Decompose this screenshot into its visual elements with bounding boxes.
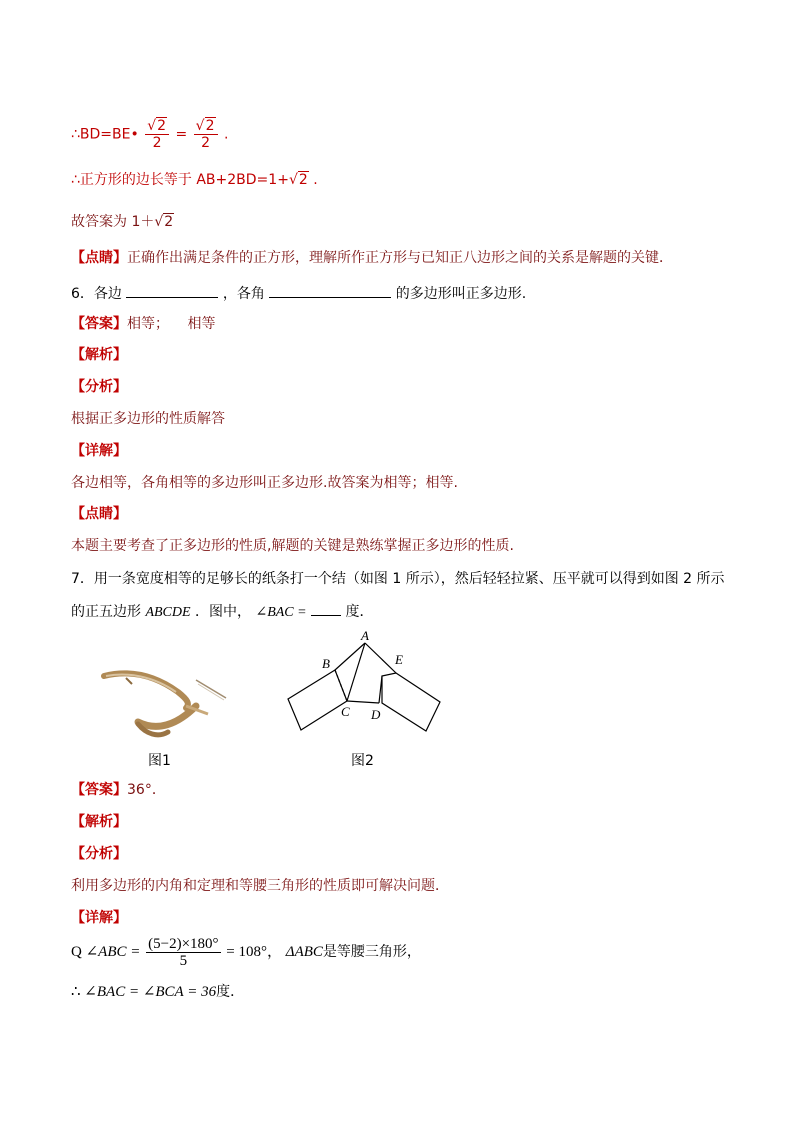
label-E: E bbox=[395, 652, 403, 667]
q6-dianjing-heading: 【点睛】 bbox=[71, 506, 127, 522]
q6-fenxi-text: 根据正多边形的性质解答 bbox=[71, 411, 225, 427]
blank-angle bbox=[311, 601, 341, 616]
label-A: A bbox=[361, 628, 369, 643]
q7-calculation: Q ∠ABC = $\frac{(5-2)\times 180^\circ}{5}$ = 108°， ΔABC是等腰三角形， bbox=[71, 936, 421, 969]
angle-fraction: $\frac{(5-2)\times 180^\circ}{5}$ bbox=[148, 936, 219, 969]
question-7-line1: 7．用一条宽度相等的足够长的纸条打一个结（如图 1 所示），然后轻轻拉紧、压平就可以得到如图 2 所示 bbox=[71, 571, 725, 587]
figure-1-caption: 图1 bbox=[148, 753, 171, 769]
question-6: 6．各边 ，各角 的多边形叫正多边形. bbox=[71, 283, 526, 303]
q6-answer: 【答案】相等； 相等 bbox=[71, 316, 216, 332]
q5-comment: 【点睛】正确作出满足条件的正方形，理解所作正方形与已知正八边形之间的关系是解题的关键． bbox=[71, 250, 673, 266]
answer-line: 故答案为 1＋√2 bbox=[71, 214, 174, 230]
left-strip bbox=[288, 670, 347, 730]
label-B: B bbox=[322, 656, 330, 671]
q6-dianjing-text: 本题主要考查了正多边形的性质,解题的关键是熟练掌握正多边形的性质. bbox=[71, 538, 514, 554]
q7-fenxi-text: 利用多边形的内角和定理和等腰三角形的性质即可解决问题． bbox=[71, 878, 449, 894]
solution-line-side-length: ∴正方形的边长等于 AB+2BD=1+√2 . bbox=[71, 172, 318, 188]
q6-xiangjie-heading: 【详解】 bbox=[71, 443, 127, 459]
q6-jiexi-heading: 【解析】 bbox=[71, 347, 127, 363]
q6-fenxi-heading: 【分析】 bbox=[71, 379, 127, 395]
fraction-2: $\frac{√2}{2}$ bbox=[194, 118, 218, 151]
figure-2-pentagon-diagram bbox=[285, 628, 445, 738]
label-C: C bbox=[341, 704, 350, 719]
prefix: ∴BD=BE• bbox=[71, 126, 139, 143]
blank-2 bbox=[269, 283, 391, 298]
q7-fenxi-heading: 【分析】 bbox=[71, 846, 127, 862]
q7-answer: 【答案】36°． bbox=[71, 782, 166, 798]
q7-jiexi-heading: 【解析】 bbox=[71, 814, 127, 830]
label-D: D bbox=[371, 707, 381, 722]
blank-1 bbox=[126, 283, 218, 298]
solution-line-bd-be: ∴BD=BE• $\frac{√2}{2}$ = $\frac{√2}{2}$ . bbox=[71, 118, 229, 151]
q6-xiangjie-text: 各边相等，各角相等的多边形叫正多边形.故答案为相等；相等. bbox=[71, 475, 458, 491]
figure-1-paper-knot-image bbox=[98, 662, 233, 744]
q7-final: ∴ ∠BAC = ∠BCA = 36度． bbox=[71, 984, 245, 1000]
q7-xiangjie-heading: 【详解】 bbox=[71, 910, 127, 926]
figure-2-caption: 图2 bbox=[351, 753, 374, 769]
question-7-line2: 的正五边形 ABCDE ．图中， ∠BAC = 度． bbox=[71, 601, 374, 622]
fraction-1: $\frac{√2}{2}$ bbox=[145, 118, 169, 151]
